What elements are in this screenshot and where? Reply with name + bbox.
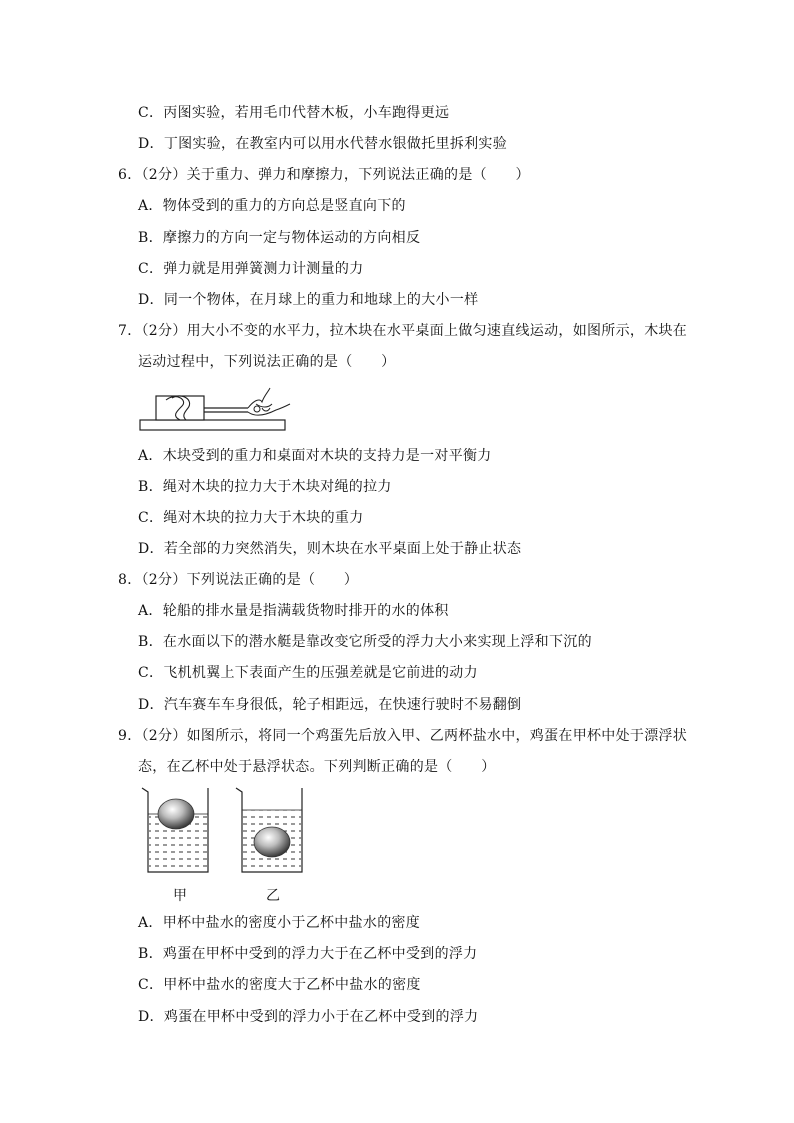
q6-option-c: C．弹力就是用弹簧测力计测量的力 [138, 261, 364, 277]
q6-option-a: A．物体受到的重力的方向总是竖直向下的 [138, 198, 406, 214]
q7-option-a: A．木块受到的重力和桌面对木块的支持力是一对平衡力 [138, 448, 492, 464]
beaker-jia [142, 788, 208, 872]
q8-stem: 8．（2分）下列说法正确的是（ ） [118, 572, 359, 588]
q9-option-a: A．甲杯中盐水的密度小于乙杯中盐水的密度 [138, 915, 421, 931]
q8-option-c: C．飞机机翼上下表面产生的压强差就是它前进的动力 [138, 665, 478, 681]
q8-option-a: A．轮船的排水量是指满载货物时排开的水的体积 [138, 603, 449, 619]
q6-stem: 6．（2分）关于重力、弹力和摩擦力，下列说法正确的是（ ） [118, 167, 530, 183]
egg-floating [158, 799, 194, 829]
q8-option-b: B．在水面以下的潜水艇是靠改变它所受的浮力大小来实现上浮和下沉的 [138, 634, 592, 650]
beaker-yi-label: 乙 [266, 888, 280, 904]
q5-option-d: D．丁图实验，在教室内可以用水代替水银做托里拆利实验 [138, 136, 508, 152]
q6-option-b: B．摩擦力的方向一定与物体运动的方向相反 [138, 230, 421, 246]
q9-option-b: B．鸡蛋在甲杯中受到的浮力大于在乙杯中受到的浮力 [138, 946, 478, 962]
q7-stem-line2: 运动过程中，下列说法正确的是（ ） [138, 354, 396, 370]
q7-option-d: D．若全部的力突然消失，则木块在水平桌面上处于静止状态 [138, 541, 522, 557]
q7-stem-line1: 7．（2分）用大小不变的水平力，拉木块在水平桌面上做匀速直线运动，如图所示，木块在 [118, 323, 688, 339]
q9-figure-beakers [138, 786, 318, 878]
q9-option-c: C．甲杯中盐水的密度大于乙杯中盐水的密度 [138, 977, 421, 993]
beaker-yi [236, 788, 302, 872]
q9-stem-line1: 9．（2分）如图所示，将同一个鸡蛋先后放入甲、乙两杯盐水中，鸡蛋在甲杯中处于漂浮状 [118, 728, 688, 744]
beaker-jia-label: 甲 [173, 888, 187, 904]
q8-option-d: D．汽车赛车车身很低，轮子相距远，在快速行驶时不易翻倒 [138, 697, 522, 713]
egg-suspended [254, 827, 290, 857]
q6-option-d: D．同一个物体，在月球上的重力和地球上的大小一样 [138, 292, 479, 308]
q9-option-d: D．鸡蛋在甲杯中受到的浮力小于在乙杯中受到的浮力 [138, 1009, 479, 1025]
q7-option-b: B．绳对木块的拉力大于木块对绳的拉力 [138, 479, 392, 495]
q7-option-c: C．绳对木块的拉力大于木块的重力 [138, 510, 364, 526]
q9-stem-line2: 态，在乙杯中处于悬浮状态。下列判断正确的是（ ） [138, 759, 496, 775]
q5-option-c: C．丙图实验，若用毛巾代替木板，小车跑得更远 [138, 105, 450, 121]
q7-figure-block-on-table [136, 378, 296, 434]
